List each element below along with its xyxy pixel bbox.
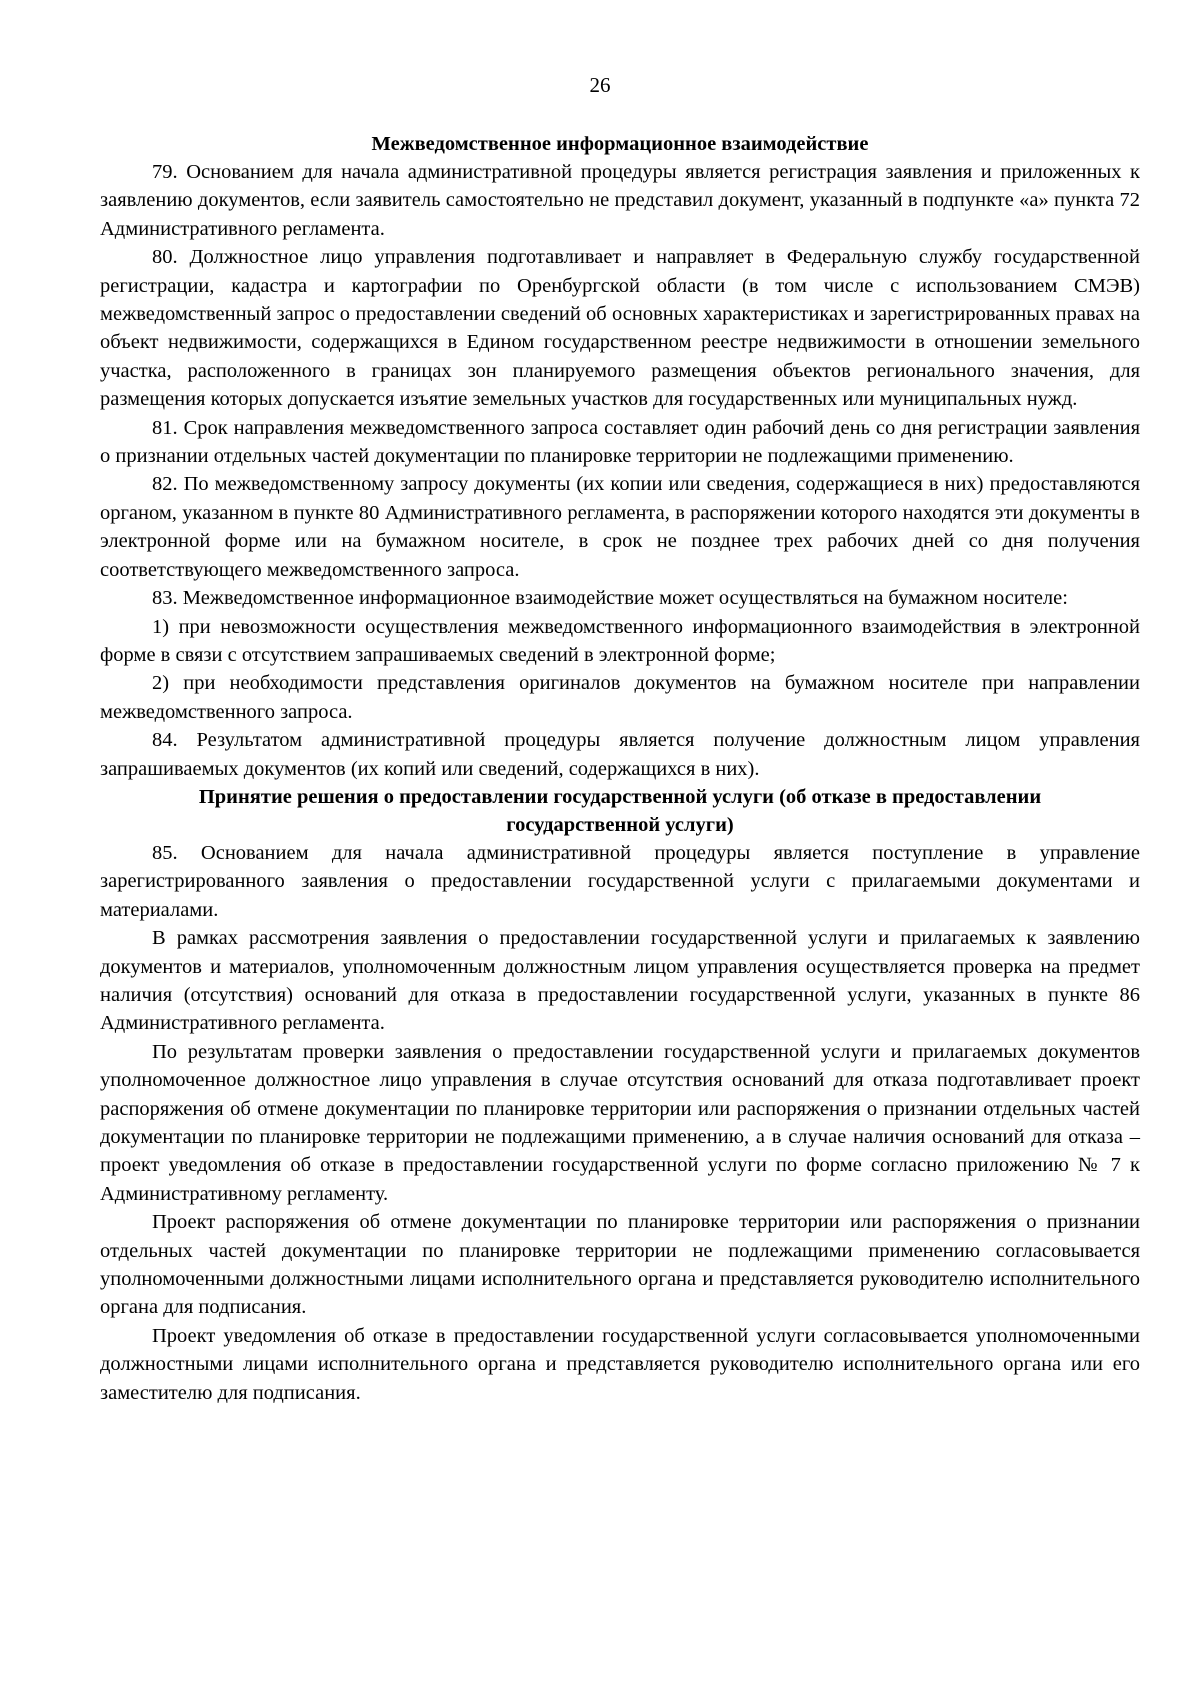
- section-heading-decision: Принятие решения о предоставлении государственной услуги (об отказе в предоставлении государственной услуги): [198, 785, 1042, 836]
- paragraph-85: 85. Основанием для начала административной процедуры является поступление в управление зарегистрированного заявления о предоставлении государственной услуги с прилагаемыми документами и материалами.: [100, 841, 1140, 921]
- paragraph-79: 79. Основанием для начала административной процедуры является регистрация заявления и приложенных к заявлению документов, если заявитель самостоятельно не представил документ, указанный в подпункте «а» пункта 72 Административного регламента.: [100, 161, 1140, 240]
- paragraph-83: 83. Межведомственное информационное взаимодействие может осуществляться на бумажном носителе:: [152, 587, 1068, 610]
- page-number: 26: [589, 73, 611, 97]
- document-body: [100, 130, 1140, 1407]
- paragraph-82: 82. По межведомственному запросу документы (их копии или сведения, содержащиеся в них) предоставляются органом, указанном в пункте 80 Административного регламента, в распоряжении которого находятся эти документы в электронной форме или на бумажном носителе, в срок не позднее трех рабочих дней со дня получения соответствующего межведомственного запроса.: [100, 473, 1140, 581]
- paragraph-83-item-1: 1) при невозможности осуществления межведомственного информационного взаимодействия в электронной форме в связи с отсутствием запрашиваемых сведений в электронной форме;: [100, 615, 1140, 666]
- paragraph-80: 80. Должностное лицо управления подготавливает и направляет в Федеральную службу государственной регистрации, кадастра и картографии по Оренбургской области (в том числе с использованием СМЭВ) межведомственный запрос о предоставлении сведений об основных характеристиках и зарегистрированных правах на объект недвижимости, содержащихся в Едином государственном реестре недвижимости в отношении земельного участка, расположенного в границах зон планируемого размещения объектов регионального значения, для размещения которых допускается изъятие земельных участков для государственных или муниципальных нужд.: [100, 246, 1140, 411]
- paragraph-85-review: В рамках рассмотрения заявления о предоставлении государственной услуги и прилагаемых к заявлению документов и материалов, уполномоченным должностным лицом управления осуществляется проверка на предмет наличия (отсутствия) оснований для отказа в предоставлении государственной услуги, указанных в пункте 86 Административного регламента.: [100, 927, 1140, 1035]
- section-heading-interagency: Межведомственное информационное взаимодействие: [371, 133, 869, 155]
- paragraph-84: 84. Результатом административной процедуры является получение должностным лицом управления запрашиваемых документов (их копий или сведений, содержащихся в них).: [100, 729, 1140, 780]
- paragraph-85-results: По результатам проверки заявления о предоставлении государственной услуги и прилагаемых документов уполномоченное должностное лицо управления в случае отсутствия оснований для отказа подготавливает проект распоряжения об отмене документации по планировке территории или распоряжения о признании отдельных частей документации по планировке территории не подлежащими применению, а в случае наличия оснований для отказа – проект уведомления об отказе в предоставлении государственной услуги по форме согласно приложению № 7 к Административному регламенту.: [100, 1040, 1140, 1205]
- paragraph-85-notice-approval: Проект уведомления об отказе в предоставлении государственной услуги согласовывается уполномоченными должностными лицами исполнительного органа и представляется руководителю исполнительного органа или его заместителю для подписания.: [100, 1324, 1140, 1404]
- paragraph-85-order-approval: Проект распоряжения об отмене документации по планировке территории или распоряжения о признании отдельных частей документации по планировке территории не подлежащими применению согласовывается уполномоченными должностными лицами исполнительного органа и представляется руководителю исполнительного органа для подписания.: [100, 1211, 1140, 1319]
- paragraph-81: 81. Срок направления межведомственного запроса составляет один рабочий день со дня регистрации заявления о признании отдельных частей документации по планировке территории не подлежащими применению.: [100, 416, 1140, 468]
- paragraph-83-item-2: 2) при необходимости представления оригиналов документов на бумажном носителе при направлении межведомственного запроса.: [100, 672, 1140, 723]
